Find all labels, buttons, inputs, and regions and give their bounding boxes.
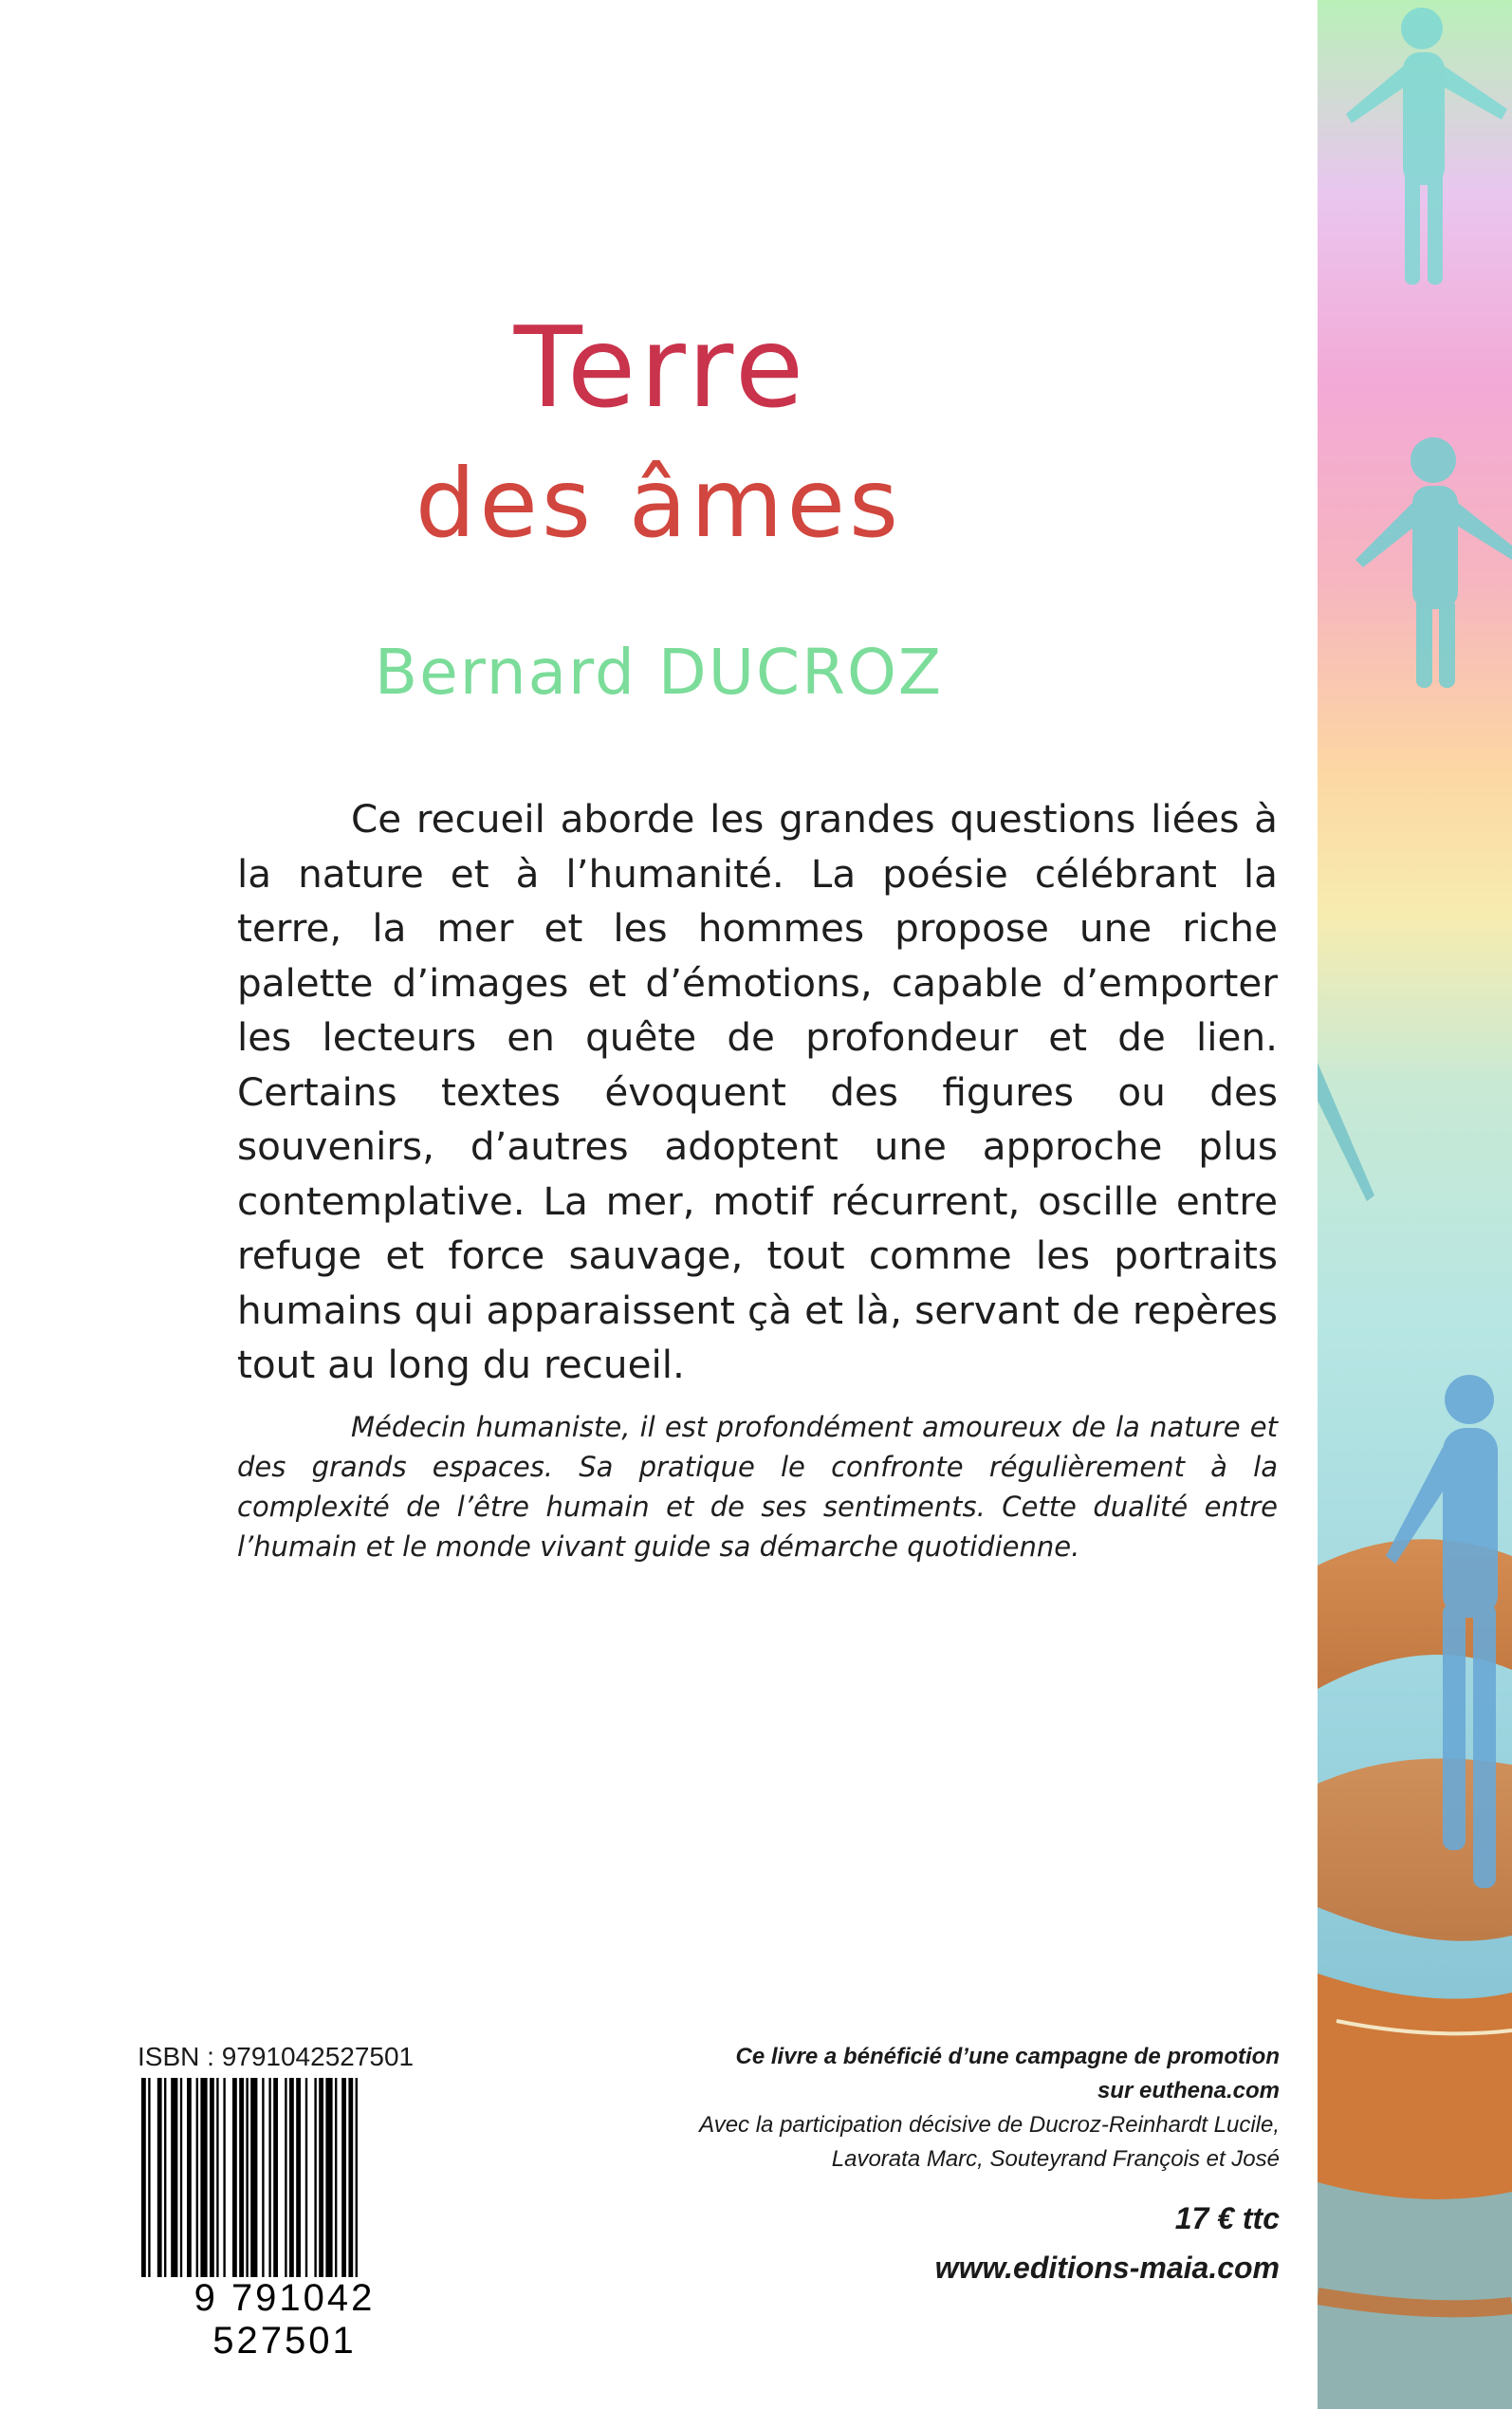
title-line-1-text: Terre [513, 302, 808, 433]
price: 17 € ttc [1174, 2201, 1280, 2235]
title-line-2-text: des âmes [415, 448, 903, 559]
promo-line-1: Ce livre a bénéficié d’une campagne de promotion [735, 2044, 1280, 2069]
barcode-digits: 9 791042 527501 [138, 2277, 432, 2330]
promo-line-3: Avec la participation décisive de Ducroz-Reinhardt Lucile, [699, 2112, 1280, 2138]
blurb-paragraph: Ce recueil aborde les grandes questions liées à la nature et à l’humanité. La poésie célébrant la terre, la mer et les hommes propose une riche palette d’images et d’émotions, capable d’emporter les lecteurs en quête de profondeur et de lien. Certains textes évoquent des figures ou des souvenirs, d’autres adoptent une approche plus contemplative. La mer, motif récurrent, oscille entre refuge et force sauvage, tout comme les portraits humains qui apparaissent çà et là, servant de repères tout au long du recueil. [237, 796, 1278, 1387]
promo-line-4: Lavorata Marc, Souteyrand François et José [831, 2146, 1280, 2172]
promo-block [521, 2040, 1280, 2177]
publisher-website[interactable]: www.editions-maia.com [934, 2251, 1280, 2285]
title-line-2 [0, 448, 1318, 559]
title-line-1 [2, 302, 1319, 433]
artwork-illustration [1318, 0, 1512, 2409]
isbn-label: ISBN : 9791042527501 [138, 2042, 415, 2071]
promo-line-2: sur euthena.com [1097, 2078, 1280, 2103]
cover-artwork-strip [1318, 0, 1512, 2409]
author-bio: Médecin humaniste, il est profondément amoureux de la nature et des grands espaces. Sa pratique le confronte régulièrement à la complexité de l’être humain et de ses sentiments. Cette dualité entre l’humain et le monde vivant guide sa démarche quotidienne. [237, 1411, 1278, 1563]
author-name: Bernard DUCROZ [374, 636, 944, 709]
price-block [935, 2194, 1280, 2292]
